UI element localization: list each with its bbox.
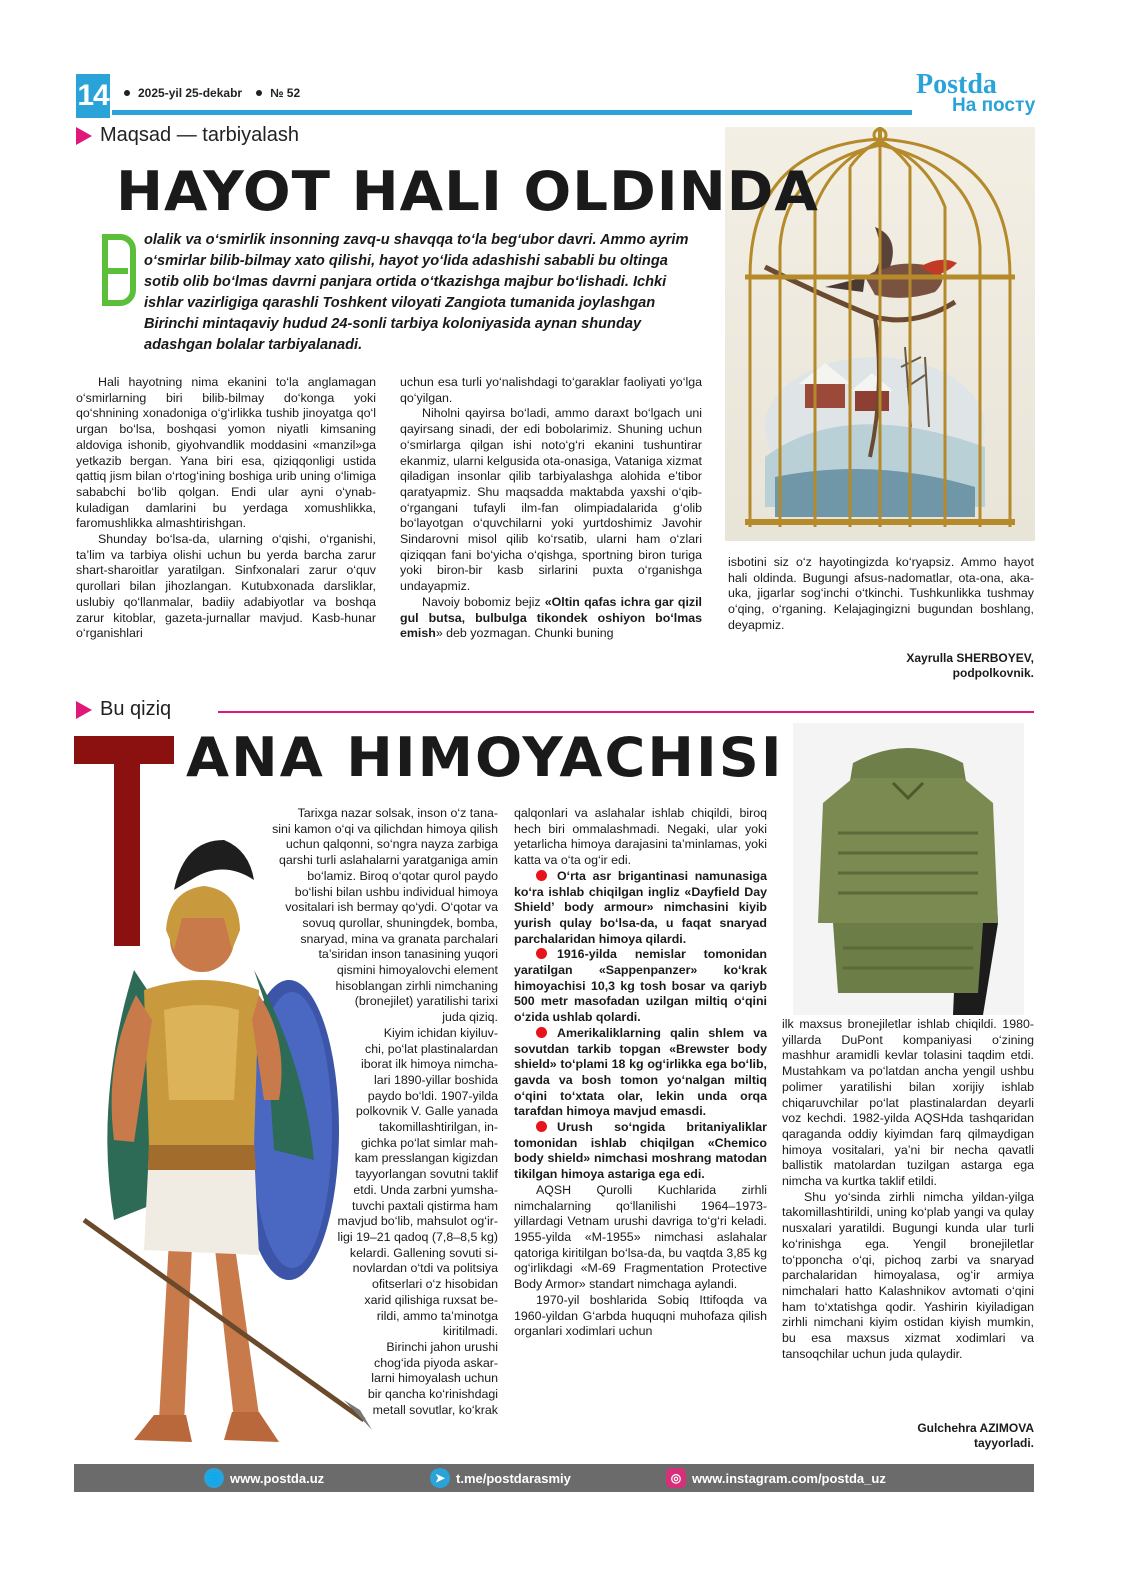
a2-bullet-1-text: O‘rta asr brigantinasi namunasiga ko‘ra ishlab chiqilgan ingliz «Dayfield Day Shield’ body armour» nimchasini kiyib yurish qulay bo‘lsa-da, u faqat snaryad parchalaridan himoya qilardi. [514, 868, 767, 946]
vest-svg [793, 723, 1024, 1015]
issue-meta [124, 86, 300, 100]
article-1-author: Xayrulla SHERBOYEV, [906, 651, 1034, 665]
a2-bullet-2-text: 1916-yilda nemislar tomonidan yaratilgan «Sappenpanzer» ko‘krak himoyachisi 10,3 kg tosh bosar va qariyb 500 metr masofadan uzilgan miltiq o‘qini o‘zida ushlab qolardi. [514, 947, 767, 1025]
a2-col1-line: sovuq qurollar, shuningdek, bomba, [302, 915, 498, 930]
a2-col2-para-3: 1970-yil boshlarida Sobiq Ittifoqda va 1960-yildan G‘arbda huquqni muhofaza qilish organlari xodimlari uchun [514, 1292, 767, 1339]
telegram-icon: ➤ [430, 1468, 450, 1488]
a2-col1-line: bo‘lamiz. Biroq o‘qotar qurol paydo [307, 868, 498, 883]
article-1-col2-para-3 [400, 595, 702, 642]
footer-website[interactable] [204, 1464, 324, 1492]
a2-col1-line: vositalari ish bermay qo‘ydi. O‘qotar va [285, 900, 498, 915]
issue-number: № 52 [270, 86, 301, 100]
red-bullet-icon [536, 1121, 547, 1132]
a2-col1-line: metall sovutlar, ko‘krak [372, 1402, 498, 1417]
a2-col1-line: kelardi. Gallening sovuti si- [349, 1245, 498, 1260]
article-2-column-1 [240, 806, 498, 1418]
red-bullet-icon [536, 870, 547, 881]
article-2-column-2 [514, 806, 767, 1340]
article-1-title: HAYOT HALI OLDINDA [116, 160, 819, 223]
a2-col1-line: xarid qilishiga ruxsat be- [364, 1292, 498, 1307]
a2-col1-line: mavjud bo‘lib, mahsulot og‘ir- [337, 1214, 498, 1229]
section-label-2 [76, 698, 171, 721]
a2-col1-line: kam presslangan kigizdan [354, 1151, 498, 1166]
footer-instagram[interactable] [666, 1464, 886, 1492]
dropcap-t-svg [74, 736, 174, 946]
a2-col1-line: larni himoyalash uchun [371, 1371, 498, 1386]
dropcap-t [74, 736, 174, 946]
bulletproof-vest-photo [793, 723, 1024, 1015]
section-2-rule [218, 711, 1034, 713]
article-2-author-note: tayyorladi. [973, 1436, 1034, 1450]
article-1-col2-para-1: uchun esa turli yo‘nalishdagi to‘garaklar faoliyati yo‘lga qo‘yilgan. [400, 375, 702, 405]
a2-col1-line: qarshi turli aslahalarni yaratganiga amin [278, 853, 498, 868]
article-1-col2-para-2: Niholni qayirsa bo‘ladi, ammo daraxt bo‘lgach uni qayirsang sinadi, der edi bobolarimiz. Shuning uchun o‘smirlarga qilgan ishi noto‘g‘ri ekanini tushuntirar ekanmiz, ularni kelgusida ota-onasiga, Vataniga xizmat qiladigan insonlar qilib tarbiyalashga alohida e’tibor qaratyapmiz. Shu maqsadda maktabda yaxshi o‘qib-o‘rgangani tufayli ilm-fan olimpiadalarida g‘olib bo‘layotgan o‘quvchilarni yoki yurtdoshimiz Javohir Sindarovni misol qilib ko‘rsatib, ularni ham o‘zlari qiziqqan fani bo‘yicha o‘qishga, sportning biron turiga yoki biron-bir kasb sirlarini puxta o‘rganishga undayapmiz. [400, 406, 702, 594]
red-bullet-icon [536, 948, 547, 959]
article-2-title: ANA HIMOYACHISI [186, 726, 784, 789]
logo-bottom-text: На посту [952, 95, 1036, 116]
section-1-text: Maqsad — tarbiyalash [100, 124, 299, 146]
a2-col1-line: ta’siridan inson tanasining yuqori [318, 947, 498, 962]
footer-instagram-text[interactable]: www.instagram.com/postda_uz [692, 1470, 886, 1486]
a2-col1-line: rildi, ammo ta’minotga [376, 1308, 498, 1323]
section-triangle-icon [76, 127, 92, 145]
a2-col1-line: bo‘lishi bilan ushbu individual himoya [294, 884, 498, 899]
quote-prefix: Navoiy bobomiz bejiz [422, 594, 545, 609]
a2-bullet-3-text: Amerikaliklarning qalin shlem va sovutdan tarkib topgan «Brewster body shield» to‘plami 18 kg og‘irlikka ega bo‘lib, gavda va bosh tomon yo‘nalgan miltiq o‘qini to‘xtata olar, lekin unda orqa tarafdan himoya mavjud emasdi. [514, 1025, 767, 1119]
a2-bullet-4 [514, 1120, 767, 1183]
article-1-col3-para: isbotini siz o‘z hayotingizda ko‘ryapsiz. Ammo hayot hali oldinda. Bugungi afsus-nadomatlar, ota-ona, aka-uka, jigarlar sog‘inchi o‘tkinchi. Tushkunlikka tushmay o‘qing, o‘rganing. Kelajagingizni bugundan boshlang, deyapmiz. [728, 555, 1034, 632]
article-2-column-3 [782, 1017, 1034, 1362]
a2-col1-line: etdi. Unda zarbni yumsha- [353, 1182, 498, 1197]
section-triangle-icon [76, 701, 92, 719]
article-1-col1-para-2: Shunday bo‘lsa-da, ularning o‘qishi, o‘rganishi, ta’lim va tarbiya olishi uchun bu yerda barcha zarur shart-sharoitlar yaratilgan. Sinfxonalari zarur o‘quv qurollari bilan jihozlangan. Kutubxonada darsliklar, uslubiy qo‘llanmalar, badiiy adabiyotlar va boshqa zarur kitoblar, gazeta-jurnallar mavjud. Kasb-hunar o‘rganishlari [76, 532, 376, 641]
bullet-dot-icon [256, 90, 262, 96]
red-bullet-icon [536, 1027, 547, 1038]
a2-col1-line: polkovnik V. Galle yanada [355, 1104, 498, 1119]
newspaper-logo [916, 70, 1046, 120]
a2-col1-line: ofitserlari o‘z hisobidan [371, 1277, 498, 1292]
a2-col1-line: juda qiziq. [442, 1010, 498, 1025]
a2-col1-line: qismini himoyalovchi element [336, 963, 498, 978]
article-2-author: Gulchehra AZIMOVA [917, 1421, 1034, 1435]
footer-website-text[interactable]: www.postda.uz [230, 1470, 325, 1486]
article-2-signature [780, 1421, 1034, 1451]
section-2-text: Bu qiziq [100, 698, 172, 720]
issue-date: 2025-yil 25-dekabr [138, 86, 243, 100]
a2-col1-line: snaryad, mina va granata parchalari [300, 931, 498, 946]
a2-col1-line: kiritilmadi. [442, 1324, 498, 1339]
a2-bullet-4-text: Urush so‘ngida britaniyaliklar tomonidan ishlab chiqilgan «Chemico body shield» nimchasi moshrang matodan tikilgan himoya astariga ega edi. [514, 1120, 767, 1182]
a2-bullet-3 [514, 1026, 767, 1120]
footer-telegram-text[interactable]: t.me/postdarasmiy [456, 1470, 571, 1486]
article-1-author-rank: podpolkovnik. [952, 666, 1034, 680]
bullet-dot-icon [124, 90, 130, 96]
a2-col1-line: Kiyim ichidan kiyiluv- [383, 1025, 498, 1040]
a2-col1-line: bir qancha ko‘rinishdagi [367, 1387, 498, 1402]
article-1-signature [780, 651, 1034, 681]
page-number: 14 [76, 74, 110, 118]
a2-col1-line: iborat ilk himoya nimcha- [360, 1057, 498, 1072]
a2-col1-line: chog‘ida piyoda askar- [374, 1355, 498, 1370]
a2-col1-line: tayyorlangan sovutni taklif [355, 1167, 498, 1182]
header-rule [112, 110, 912, 115]
a2-col3-para-2: Shu yo‘sinda zirhli nimcha yildan-yilga takomillashtirildi, uning ko‘plab yangi va qulay nusxalari yaratildi. Bugungi kunda ular turli ko‘rinishga ega. Yengil bronejiletlar to‘pponcha o‘qi, pichoq zarbi va snaryad parchalaridan himoyalasa, og‘ir armiya nimchalari hatto Kalashnikov avtomati o‘qini ham to‘xtatishga qodir. Yashirin kiyiladigan zirhli nimchani kiyim ostidan kiyish mumkin, bu esa maxsus xizmat xodimlari va tansoqchilar uchun juda qulaydir. [782, 1189, 1034, 1361]
a2-col1-line: sini kamon o‘qi va qilichdan himoya qilish [272, 821, 498, 836]
a2-col2-para-1: qalqonlari va aslahalar ishlab chiqildi, biroq hech biri ommalashmadi. Negaki, ular yoki yetarlicha himoya darajasini ta’minlamas, yoki katta va o‘ta og‘ir edi. [514, 806, 767, 868]
a2-col1-line: uchun qalqonni, so‘ngra nayza zarbiga [285, 837, 498, 852]
article-1-column-2 [400, 375, 702, 642]
a2-col1-line: paydo bo‘ldi. 1907-yilda [367, 1088, 498, 1103]
a2-bullet-1 [514, 869, 767, 948]
section-label-1 [76, 124, 299, 147]
article-1-col1-para-1: Hali hayotning nima ekanini to‘la anglamagan o‘smirlarning biri bilib-bilmay do‘konga yoki qo‘shnining xonadoniga o‘g‘irlikka tushib jinoyatga qo‘l urgan bo‘lsa, boshqasi yomon niyatli kimsaning aldoviga ishonib, giyohvandlik moddasini «manzil»ga yetkazib bergan. Yana biri esa, qiziqqonligi ustida qattiq jism bilan o‘rtog‘ining boshiga urib uning o‘limiga sababchi bo‘lib qolgan. Endi ular ayni o‘ynab-kuladigan damlarini bu yerdaga xomushlikka, faromushlikka almashtirishgan. [76, 375, 376, 531]
logo-top-text: Postda [916, 69, 997, 100]
lead-text: olalik va o‘smirlik insonning zavq-u shavqqa to‘la beg‘ubor davri. Ammo ayrim o‘smirlar bilib-bilmay xato qilishi, hayot yo‘lida adashishi sababli bu oltinga sotib olib bo‘lmas davrni panjara ortida o‘tkazishga majbur bo‘lishadi. Ichki ishlar vazirligiga qarashli Toshkent viloyati Zangiota tumanida joylashgan Birinchi mintaqaviy hudud 24-sonli tarbiya koloniyasida aynan shunday adashgan bolalar tarbiyalanadi. [144, 232, 689, 353]
a2-col1-line: tuvchi paxtali qistirma ham [352, 1198, 498, 1213]
instagram-icon: ◎ [666, 1468, 686, 1488]
a2-col1-line: takomillashtirilgan, in- [378, 1120, 498, 1135]
article-1-column-3 [728, 555, 1034, 634]
quote-suffix: » deb yozmagan. Chunki buning [435, 626, 614, 641]
a2-col1-line: (bronejilet) yaratilishi tarixi [354, 994, 498, 1009]
article-1-column-1 [76, 375, 376, 642]
article-1-lead [104, 230, 706, 356]
footer-bar [74, 1464, 1034, 1492]
a2-col1-line: ligi 19–21 qadoq (7,8–8,5 kg) [337, 1229, 498, 1244]
a2-col1-line: Birinchi jahon urushi [386, 1339, 498, 1354]
a2-col1-line: novlardan o‘tdi va politsiya [352, 1261, 498, 1276]
a2-bullet-2 [514, 947, 767, 1026]
a2-col3-para-1: ilk maxsus bronejiletlar ishlab chiqildi. 1980-yillarda DuPont kompaniyasi o‘zining mashhur aramidli kevlar tolasini taqdim etdi. Mustahkam va po‘latdan ancha yengil ushbu polimer yaratilishi bilan xorijiy ishlab chiqaruvchilar po‘lat plastinalardan deyarli voz kechdi. 1982-yilda AQSHda tashqaridan qaraganda oddiy kiyimdan farq qilmaydigan himoya vositalari, ya’ni bir necha qavatli ballistik matolardan tuzilgan astarga ega nimcha va kurtka taklif etildi. [782, 1017, 1034, 1189]
globe-icon: 🌐 [204, 1468, 224, 1488]
a2-col1-line: hisoblangan zirhli nimchaning [335, 978, 498, 993]
a2-col1-line: Tarixga nazar solsak, inson o‘z tana- [297, 806, 498, 820]
a2-col1-line: lari 1890-yillar boshida [374, 1072, 498, 1087]
navoiy-quote: «Oltin qafas ichra gar qizil gul butsa, bulbulga tikondek oshiyon bo‘lmas emish [400, 594, 702, 641]
a2-col1-line: gichka po‘lat simlar mah- [360, 1135, 498, 1150]
footer-telegram[interactable] [430, 1464, 571, 1492]
a2-col1-line: chi, po‘lat plastinalardan [365, 1041, 498, 1056]
a2-col2-para-2: AQSH Qurolli Kuchlarida zirhli nimchalarning qo‘llanilishi 1964–1973-yillardagi Vetnam urushi davriga to‘g‘ri keladi. 1955-yilda «M-1955» nimchasi aslahalar qatoriga kiritilgan bo‘lsa-da, bu vaqtda 3,85 kg og‘irlikdagi «M-69 Fragmentation Protective Body Armor» standart nimchaga aylandi. [514, 1182, 767, 1292]
